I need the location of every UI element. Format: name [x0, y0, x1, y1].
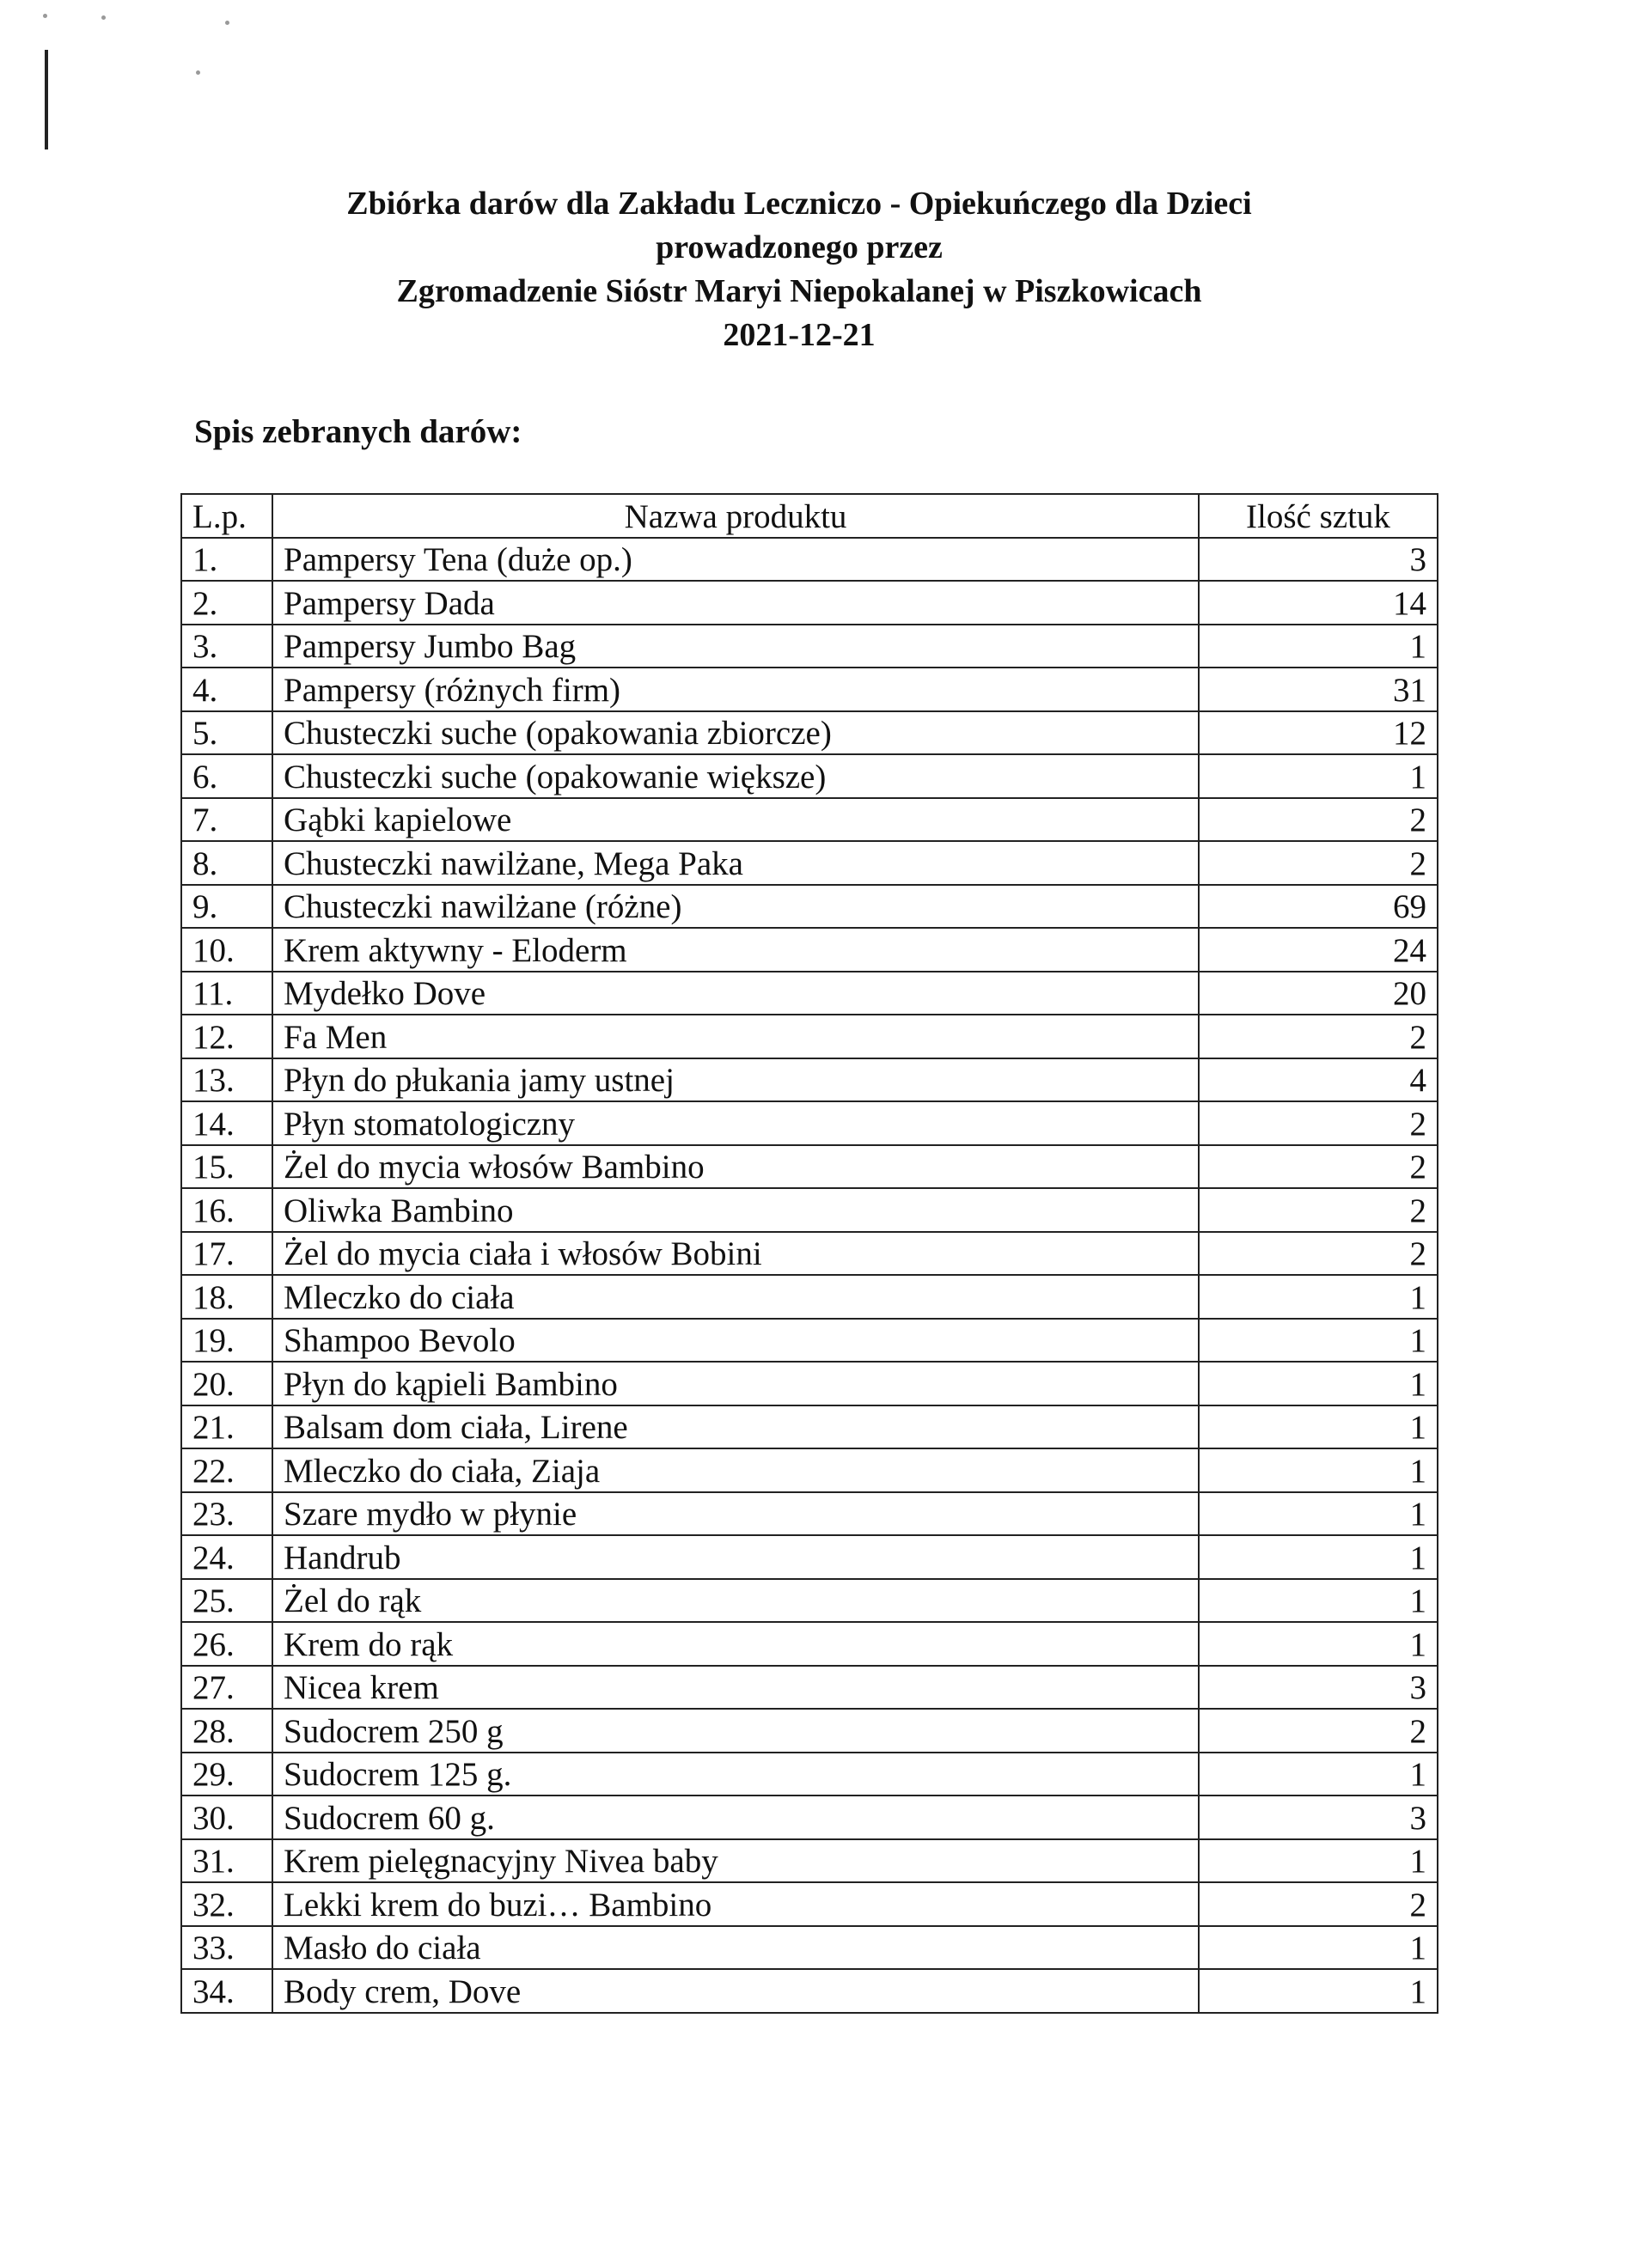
table-row: [181, 1362, 1438, 1405]
table-row: [181, 972, 1438, 1015]
table-row: [181, 1275, 1438, 1319]
table-header-row: [181, 494, 1438, 538]
product-name-cell: Handrub: [272, 1535, 1199, 1579]
row-number-cell: 18.: [181, 1275, 272, 1319]
table-row: [181, 1926, 1438, 1970]
table-row: [181, 754, 1438, 798]
quantity-cell: 24: [1199, 928, 1438, 972]
column-header-name: Nazwa produktu: [272, 494, 1199, 538]
table-row: [181, 1058, 1438, 1102]
product-name-cell: Sudocrem 250 g: [272, 1709, 1199, 1753]
row-number-cell: 31.: [181, 1839, 272, 1883]
row-number-cell: 13.: [181, 1058, 272, 1102]
row-number-cell: 23.: [181, 1492, 272, 1536]
quantity-cell: 1: [1199, 1753, 1438, 1796]
quantity-cell: 12: [1199, 711, 1438, 755]
table-row: [181, 668, 1438, 711]
row-number-cell: 8.: [181, 841, 272, 885]
document-title-line-1: Zbiórka darów dla Zakładu Leczniczo - Opiekuńczego dla Dzieci: [346, 186, 1252, 222]
quantity-cell: 1: [1199, 754, 1438, 798]
product-name-cell: Sudocrem 60 g.: [272, 1796, 1199, 1839]
row-number-cell: 15.: [181, 1145, 272, 1189]
quantity-cell: 1: [1199, 1579, 1438, 1623]
quantity-cell: 31: [1199, 668, 1438, 711]
table-row: [181, 1753, 1438, 1796]
quantity-cell: 1: [1199, 1492, 1438, 1536]
scan-speck: [101, 15, 106, 20]
row-number-cell: 29.: [181, 1753, 272, 1796]
row-number-cell: 21.: [181, 1405, 272, 1449]
row-number-cell: 5.: [181, 711, 272, 755]
table-row: [181, 1319, 1438, 1363]
quantity-cell: 20: [1199, 972, 1438, 1015]
product-name-cell: Płyn stomatologiczny: [272, 1101, 1199, 1145]
product-name-cell: Płyn do kąpieli Bambino: [272, 1362, 1199, 1405]
product-name-cell: Pampersy Dada: [272, 581, 1199, 625]
quantity-cell: 1: [1199, 1275, 1438, 1319]
quantity-cell: 1: [1199, 1926, 1438, 1970]
row-number-cell: 1.: [181, 538, 272, 582]
row-number-cell: 14.: [181, 1101, 272, 1145]
quantity-cell: 1: [1199, 625, 1438, 668]
quantity-cell: 2: [1199, 1101, 1438, 1145]
row-number-cell: 27.: [181, 1666, 272, 1710]
table-row: [181, 1448, 1438, 1492]
product-name-cell: Chusteczki nawilżane (różne): [272, 885, 1199, 929]
product-name-cell: Oliwka Bambino: [272, 1188, 1199, 1232]
table-row: [181, 1405, 1438, 1449]
column-header-lp: L.p.: [181, 494, 272, 538]
quantity-cell: 2: [1199, 1188, 1438, 1232]
quantity-cell: 1: [1199, 1405, 1438, 1449]
quantity-cell: 1: [1199, 1362, 1438, 1405]
quantity-cell: 2: [1199, 1015, 1438, 1058]
table-row: [181, 538, 1438, 582]
product-name-cell: Szare mydło w płynie: [272, 1492, 1199, 1536]
product-name-cell: Żel do mycia włosów Bambino: [272, 1145, 1199, 1189]
row-number-cell: 7.: [181, 798, 272, 842]
table-row: [181, 1839, 1438, 1883]
table-row: [181, 1015, 1438, 1058]
scan-speck: [43, 14, 47, 18]
product-name-cell: Pampersy (różnych firm): [272, 668, 1199, 711]
product-name-cell: Pampersy Jumbo Bag: [272, 625, 1199, 668]
quantity-cell: 14: [1199, 581, 1438, 625]
quantity-cell: 1: [1199, 1319, 1438, 1363]
table-row: [181, 1145, 1438, 1189]
quantity-cell: 3: [1199, 1666, 1438, 1710]
row-number-cell: 33.: [181, 1926, 272, 1970]
product-name-cell: Żel do rąk: [272, 1579, 1199, 1623]
scan-speck: [225, 21, 229, 25]
quantity-cell: 2: [1199, 1882, 1438, 1926]
quantity-cell: 2: [1199, 1709, 1438, 1753]
product-name-cell: Nicea krem: [272, 1666, 1199, 1710]
product-name-cell: Sudocrem 125 g.: [272, 1753, 1199, 1796]
row-number-cell: 30.: [181, 1796, 272, 1839]
row-number-cell: 28.: [181, 1709, 272, 1753]
product-name-cell: Mleczko do ciała, Ziaja: [272, 1448, 1199, 1492]
table-row: [181, 885, 1438, 929]
table-row: [181, 1882, 1438, 1926]
quantity-cell: 1: [1199, 1622, 1438, 1666]
table-row: [181, 1622, 1438, 1666]
row-number-cell: 25.: [181, 1579, 272, 1623]
product-name-cell: Krem pielęgnacyjny Nivea baby: [272, 1839, 1199, 1883]
product-name-cell: Mleczko do ciała: [272, 1275, 1199, 1319]
product-name-cell: Płyn do płukania jamy ustnej: [272, 1058, 1199, 1102]
table-row: [181, 928, 1438, 972]
table-body: [181, 538, 1438, 2013]
table-row: [181, 1492, 1438, 1536]
product-name-cell: Body crem, Dove: [272, 1969, 1199, 2013]
document-title-line-3: Zgromadzenie Sióstr Maryi Niepokalanej w Piszkowicach: [396, 273, 1202, 309]
row-number-cell: 24.: [181, 1535, 272, 1579]
document-header: [172, 182, 1426, 357]
product-name-cell: Chusteczki nawilżane, Mega Paka: [272, 841, 1199, 885]
quantity-cell: 3: [1199, 538, 1438, 582]
quantity-cell: 2: [1199, 798, 1438, 842]
quantity-cell: 1: [1199, 1969, 1438, 2013]
row-number-cell: 3.: [181, 625, 272, 668]
product-name-cell: Żel do mycia ciała i włosów Bobini: [272, 1232, 1199, 1276]
column-header-qty: Ilość sztuk: [1199, 494, 1438, 538]
table-row: [181, 1101, 1438, 1145]
product-name-cell: Pampersy Tena (duże op.): [272, 538, 1199, 582]
table-row: [181, 1796, 1438, 1839]
row-number-cell: 16.: [181, 1188, 272, 1232]
product-name-cell: Chusteczki suche (opakowania zbiorcze): [272, 711, 1199, 755]
table-row: [181, 798, 1438, 842]
quantity-cell: 4: [1199, 1058, 1438, 1102]
product-name-cell: Balsam dom ciała, Lirene: [272, 1405, 1199, 1449]
scan-speck: [196, 70, 200, 75]
product-name-cell: Lekki krem do buzi… Bambino: [272, 1882, 1199, 1926]
quantity-cell: 1: [1199, 1448, 1438, 1492]
row-number-cell: 34.: [181, 1969, 272, 2013]
list-heading: Spis zebranych darów:: [194, 413, 522, 450]
row-number-cell: 17.: [181, 1232, 272, 1276]
row-number-cell: 11.: [181, 972, 272, 1015]
product-name-cell: Mydełko Dove: [272, 972, 1199, 1015]
row-number-cell: 19.: [181, 1319, 272, 1363]
table-row: [181, 1969, 1438, 2013]
table-row: [181, 625, 1438, 668]
quantity-cell: 1: [1199, 1839, 1438, 1883]
product-name-cell: Masło do ciała: [272, 1926, 1199, 1970]
product-name-cell: Chusteczki suche (opakowanie większe): [272, 754, 1199, 798]
quantity-cell: 2: [1199, 1145, 1438, 1189]
table-row: [181, 1709, 1438, 1753]
row-number-cell: 6.: [181, 754, 272, 798]
table-row: [181, 1535, 1438, 1579]
table-row: [181, 1232, 1438, 1276]
table-row: [181, 1579, 1438, 1623]
table-row: [181, 841, 1438, 885]
row-number-cell: 32.: [181, 1882, 272, 1926]
row-number-cell: 26.: [181, 1622, 272, 1666]
table-row: [181, 711, 1438, 755]
document-date: 2021-12-21: [723, 317, 876, 353]
quantity-cell: 1: [1199, 1535, 1438, 1579]
row-number-cell: 4.: [181, 668, 272, 711]
quantity-cell: 2: [1199, 1232, 1438, 1276]
donations-table: [180, 493, 1438, 2014]
table-row: [181, 581, 1438, 625]
row-number-cell: 12.: [181, 1015, 272, 1058]
scan-margin-mark: [45, 50, 48, 149]
document-title-line-2: prowadzonego przez: [656, 229, 943, 265]
table-row: [181, 1188, 1438, 1232]
row-number-cell: 2.: [181, 581, 272, 625]
table-row: [181, 1666, 1438, 1710]
row-number-cell: 20.: [181, 1362, 272, 1405]
product-name-cell: Krem aktywny - Eloderm: [272, 928, 1199, 972]
quantity-cell: 2: [1199, 841, 1438, 885]
row-number-cell: 10.: [181, 928, 272, 972]
product-name-cell: Fa Men: [272, 1015, 1199, 1058]
quantity-cell: 69: [1199, 885, 1438, 929]
quantity-cell: 3: [1199, 1796, 1438, 1839]
product-name-cell: Shampoo Bevolo: [272, 1319, 1199, 1363]
product-name-cell: Krem do rąk: [272, 1622, 1199, 1666]
row-number-cell: 22.: [181, 1448, 272, 1492]
product-name-cell: Gąbki kapielowe: [272, 798, 1199, 842]
row-number-cell: 9.: [181, 885, 272, 929]
